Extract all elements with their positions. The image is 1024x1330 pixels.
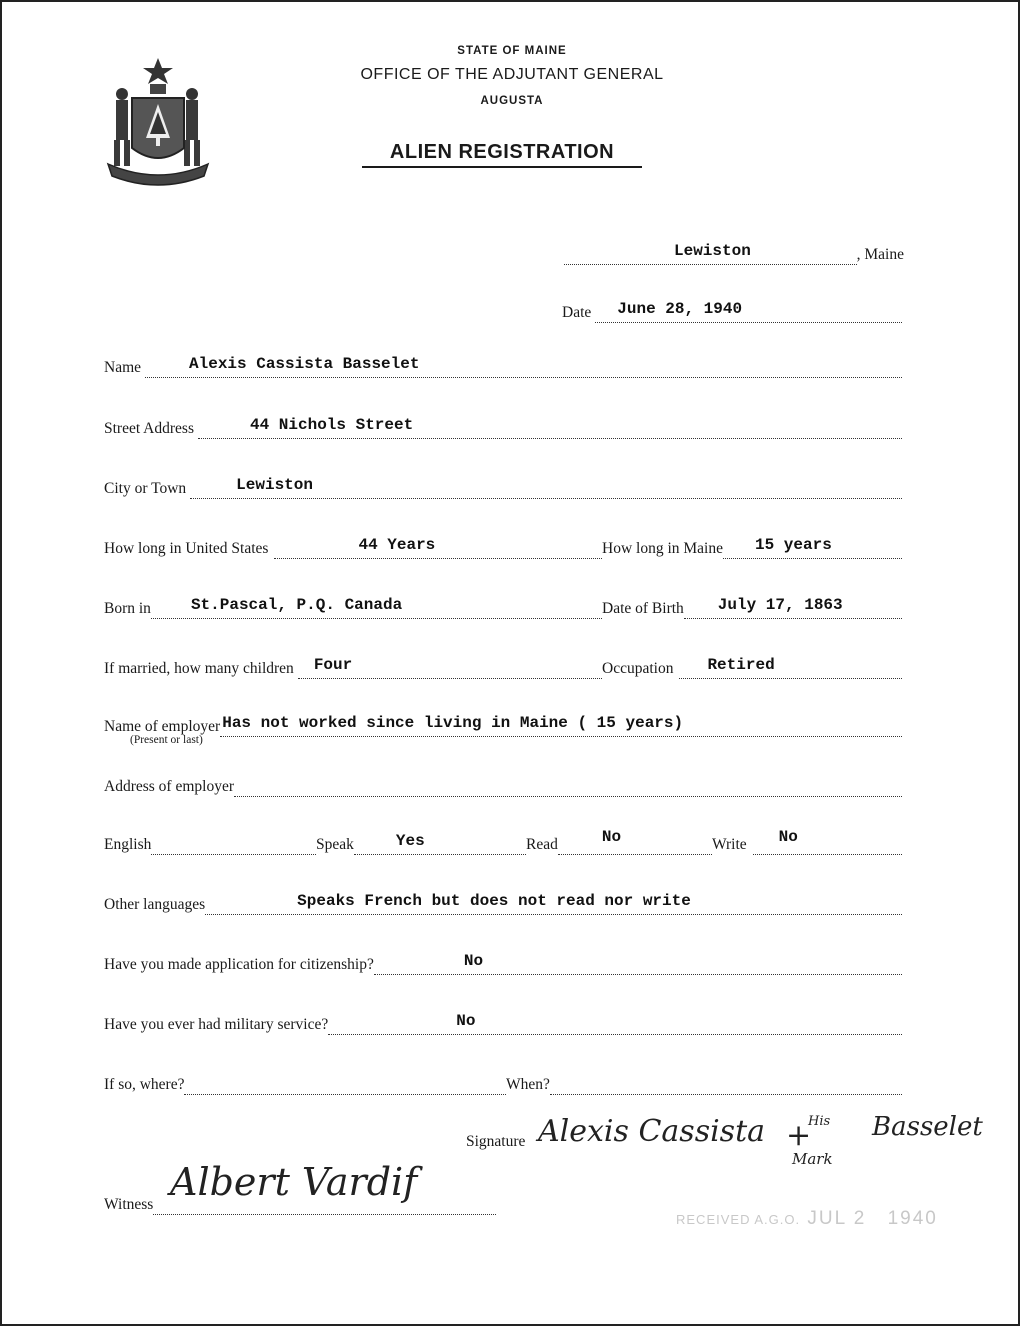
- witness-signature: Albert Vardif: [170, 1160, 418, 1204]
- occupation-value: Retired: [707, 656, 775, 674]
- occupation-field: [679, 656, 902, 679]
- when-label: When?: [506, 1076, 550, 1093]
- location-row: [564, 242, 904, 265]
- signature-first: Alexis Cassista: [538, 1114, 766, 1149]
- header-city: AUGUSTA: [480, 95, 544, 107]
- received-stamp: [676, 1208, 938, 1230]
- military-label: Have you ever had military service?: [104, 1016, 329, 1033]
- children-label: If married, how many children: [104, 660, 294, 677]
- employer-address-row: [104, 774, 902, 797]
- dob-row: [602, 596, 902, 619]
- citizenship-row: [104, 952, 902, 975]
- other-languages-label: Other languages: [104, 896, 206, 913]
- employer-label: Name of employer: [104, 718, 221, 735]
- speak-row: [316, 832, 526, 855]
- signature-last: Basselet: [872, 1112, 983, 1142]
- city-label: City or Town: [104, 480, 187, 497]
- read-field: [558, 828, 712, 855]
- employer-sublabel: (Present or last): [130, 734, 203, 746]
- us-value: 44 Years: [358, 536, 436, 554]
- employer-row: [104, 714, 902, 737]
- street-row: [104, 416, 902, 439]
- read-value: No: [601, 828, 622, 846]
- employer-address-label: Address of employer: [104, 778, 234, 795]
- english-label: English: [104, 836, 152, 853]
- where-row: [104, 1072, 506, 1095]
- name-label: Name: [104, 359, 142, 376]
- born-row: [104, 596, 602, 619]
- read-label: Read: [526, 836, 558, 853]
- military-value: No: [456, 1012, 476, 1030]
- city-value: Lewiston: [236, 476, 313, 494]
- date-value: June 28, 1940: [617, 300, 743, 318]
- born-field: [151, 596, 602, 619]
- dob-label: Date of Birth: [602, 600, 684, 617]
- where-field: [184, 1072, 506, 1095]
- employer-address-field: [234, 774, 902, 797]
- location-value: Lewiston: [674, 242, 751, 260]
- dob-value: July 17, 1863: [717, 596, 843, 614]
- dob-field: [684, 596, 902, 619]
- children-value: Four: [313, 656, 353, 674]
- stamp-year: 1940: [887, 1208, 938, 1229]
- form-title: ALIEN REGISTRATION: [362, 141, 642, 168]
- where-label: If so, where?: [104, 1076, 185, 1093]
- date-label: Date: [562, 304, 592, 321]
- street-value: 44 Nichols Street: [249, 416, 414, 434]
- occupation-label: Occupation: [602, 660, 674, 677]
- children-row: [104, 656, 602, 679]
- street-label: Street Address: [104, 420, 194, 437]
- stamp-date: JUL 2: [807, 1208, 867, 1229]
- signature-mark-bottom: Mark: [792, 1150, 833, 1168]
- signature-label: Signature: [466, 1133, 526, 1150]
- other-languages-field: [205, 892, 902, 915]
- write-field: [753, 828, 902, 855]
- other-languages-value: Speaks French but does not read nor write: [297, 892, 691, 910]
- us-row: [104, 536, 602, 559]
- header-office: OFFICE OF THE ADJUTANT GENERAL: [360, 66, 664, 83]
- born-label: Born in: [104, 600, 151, 617]
- maine-field: [723, 536, 902, 559]
- street-field: [198, 416, 902, 439]
- speak-label: Speak: [316, 836, 354, 853]
- city-field: [190, 476, 902, 499]
- maine-value: 15 years: [754, 536, 832, 554]
- us-field: [274, 536, 602, 559]
- citizenship-value: No: [463, 952, 484, 970]
- name-field: [145, 355, 902, 378]
- location-suffix: , Maine: [856, 246, 904, 263]
- us-label: How long in United States: [104, 540, 269, 557]
- english-row: [104, 832, 316, 855]
- citizenship-field: [374, 952, 902, 975]
- signature-mark-symbol: +: [786, 1118, 812, 1153]
- witness-label: Witness: [104, 1196, 154, 1213]
- citizenship-label: Have you made application for citizenship?: [104, 956, 374, 973]
- date-field: [595, 300, 902, 323]
- write-value: No: [778, 828, 798, 846]
- write-row: [712, 828, 902, 855]
- when-field: [550, 1072, 902, 1095]
- city-row: [104, 476, 902, 499]
- when-row: [506, 1072, 902, 1095]
- english-field: [151, 832, 316, 855]
- children-field: [298, 656, 602, 679]
- header-state: STATE OF MAINE: [457, 45, 567, 57]
- speak-field: [354, 832, 526, 855]
- location-field: [564, 242, 857, 265]
- read-row: [526, 828, 712, 855]
- occupation-row: [602, 656, 902, 679]
- other-languages-row: [104, 892, 902, 915]
- signature-mark-top: His: [808, 1114, 831, 1129]
- name-row: [104, 355, 902, 378]
- employer-value: Has not worked since living in Maine ( 15 years): [222, 714, 684, 732]
- name-value: Alexis Cassista Basselet: [189, 355, 420, 373]
- military-row: [104, 1012, 902, 1035]
- speak-value: Yes: [395, 832, 425, 850]
- employer-field: [220, 714, 902, 737]
- maine-label: How long in Maine: [602, 540, 723, 557]
- born-value: St.Pascal, P.Q. Canada: [190, 596, 403, 614]
- stamp-received: RECEIVED A.G.O.: [676, 1212, 801, 1227]
- military-field: [328, 1012, 902, 1035]
- maine-row: [602, 536, 902, 559]
- write-label: Write: [712, 836, 747, 853]
- date-row: [562, 300, 902, 323]
